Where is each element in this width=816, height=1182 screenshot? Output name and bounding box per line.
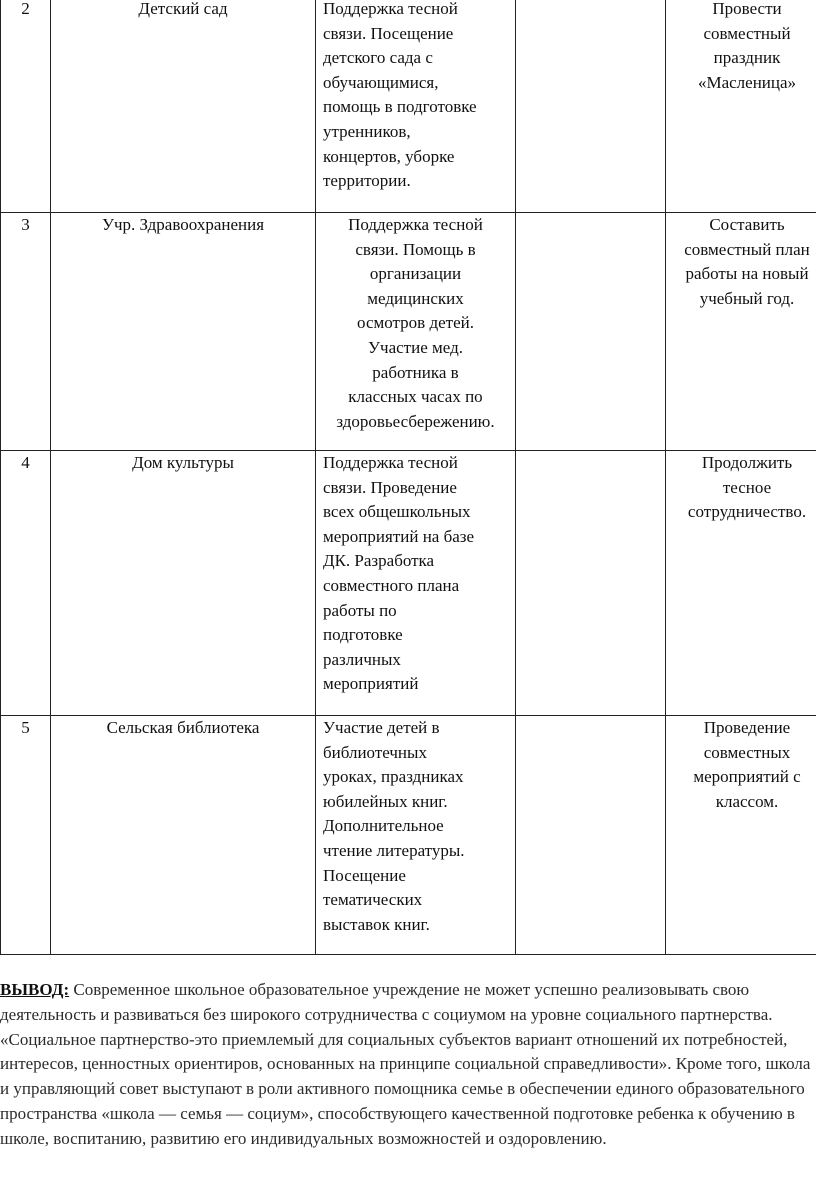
activity-line: медицинских (367, 288, 464, 308)
activity-line: связи. Помощь в (355, 239, 476, 259)
plan-cell (666, 716, 816, 955)
activity-line: утренников, (323, 121, 411, 141)
activity-line: уроках, праздниках (323, 767, 464, 787)
plan-line: «Масленица» (697, 72, 797, 92)
activity-line: осмотров детей. (357, 313, 474, 333)
plan-line: учебный год. (699, 288, 795, 308)
row-number: 3 (1, 213, 51, 451)
partner-name: Дом культуры (51, 451, 316, 716)
activity-line: Посещение (323, 865, 406, 885)
empty-cell (516, 451, 666, 716)
empty-cell (516, 213, 666, 451)
activity-cell (316, 451, 516, 716)
activity-cell (316, 0, 516, 213)
activity-line: работника в (372, 362, 459, 382)
activity-line: выставок книг. (323, 914, 430, 934)
table-row (1, 0, 816, 213)
activity-line: совместного плана (323, 575, 460, 595)
activity-line: ДК. Разработка (323, 551, 435, 571)
activity-line: тематических (323, 890, 423, 910)
activity-line: Поддержка тесной (348, 215, 483, 234)
empty-cell (516, 0, 666, 213)
activity-line: всех общешкольных (323, 502, 471, 522)
activity-line: Участие мед. (368, 337, 463, 357)
activity-line: мероприятий на базе (323, 526, 475, 546)
plan-line: тесное (722, 477, 772, 497)
activity-line: классных часах по (348, 387, 483, 407)
activity-line: мероприятий (323, 674, 419, 694)
activity-line: юбилейных книг. (323, 791, 448, 811)
plan-line: праздник (713, 48, 781, 68)
conclusion-text: Современное школьное образовательное учреждение не может успешно реализовывать свою деятельность и развиваться без широкого сотрудничества с социумом на уровне социального партнерства. «Социальное партнерство-это приемлемый для социальных субъектов вариант отношений их потребностей, интересов, ценностных ориентиров, основанных на принципе социальной справедливости». Кроме того, школа и управляющий совет выступают в роли активного помощника семье в обеспечении единого образовательного пространства «школа — семья — социум», способствующего качественной подготовке ребенка к обучению в школе, воспитанию, развитию его индивидуальных возможностей и оздоровлению. (0, 980, 811, 1148)
plan-line: Продолжить (701, 453, 793, 472)
activity-line: работы по (323, 600, 397, 620)
table-row (1, 716, 816, 955)
activity-line: Дополнительное (323, 816, 444, 836)
activity-cell (316, 213, 516, 451)
row-number: 2 (1, 0, 51, 213)
activity-cell (316, 716, 516, 955)
activity-line: помощь в подготовке (323, 97, 477, 117)
plan-line: сотрудничество. (687, 502, 807, 522)
plan-line: Составить (709, 215, 785, 234)
plan-line: совместный план (684, 239, 810, 259)
plan-line: Проведение (703, 718, 791, 737)
plan-line: совместный (703, 23, 791, 43)
row-number: 5 (1, 716, 51, 955)
activity-line: территории. (323, 171, 411, 191)
table-row (1, 213, 816, 451)
empty-cell (516, 716, 666, 955)
plan-line: мероприятий с (693, 767, 801, 787)
row-number: 4 (1, 451, 51, 716)
activity-line: библиотечных (323, 742, 427, 762)
partner-name: Сельская библиотека (51, 716, 316, 955)
plan-cell (666, 213, 816, 451)
activity-line: организации (369, 264, 462, 284)
activity-line: чтение литературы. (323, 840, 465, 860)
activity-line: различных (323, 649, 401, 669)
activity-line: связи. Проведение (323, 477, 457, 497)
table-row (1, 451, 816, 716)
activity-line: обучающимися, (323, 72, 439, 92)
activity-line: здоровьесбережению. (336, 411, 495, 431)
plan-line: совместных (703, 742, 791, 762)
activity-line: Поддержка тесной (323, 0, 458, 18)
activity-line: Участие детей в (323, 718, 440, 737)
activity-line: связи. Посещение (323, 23, 454, 43)
plan-line: Провести (712, 0, 782, 18)
activity-line: Поддержка тесной (323, 453, 458, 472)
plan-cell (666, 0, 816, 213)
partner-name: Учр. Здравоохранения (51, 213, 316, 451)
activity-line: концертов, уборке (323, 146, 455, 166)
conclusion-paragraph (0, 978, 812, 1152)
partner-name: Детский сад (51, 0, 316, 213)
activity-line: подготовке (323, 625, 403, 645)
conclusion-label: ВЫВОД: (0, 980, 70, 999)
activity-line: детского сада с (323, 48, 433, 68)
plan-cell (666, 451, 816, 716)
plan-line: классом. (715, 791, 779, 811)
plan-line: работы на новый (685, 264, 809, 284)
